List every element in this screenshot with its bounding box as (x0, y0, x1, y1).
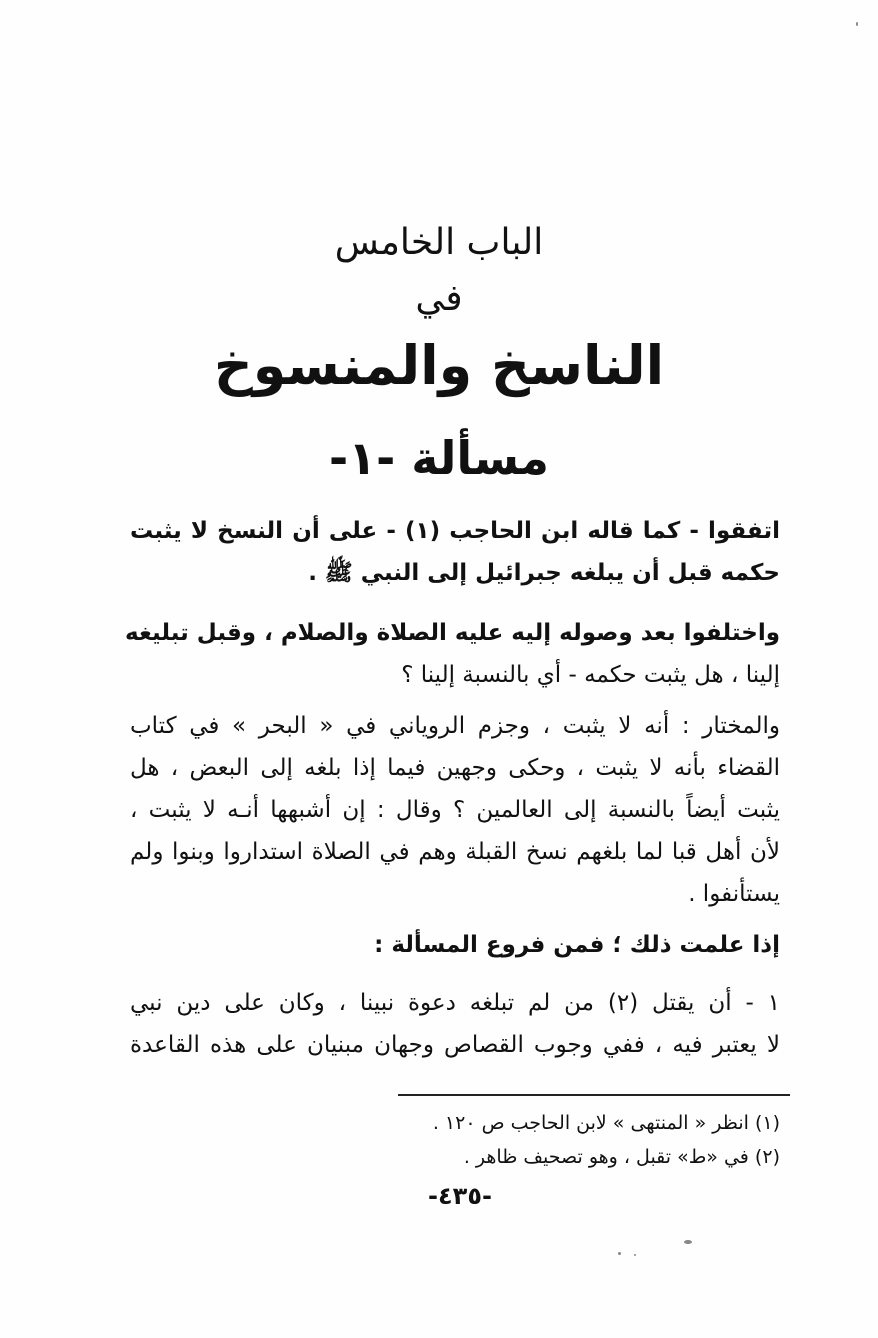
paragraph-line: القضاء بأنه لا يثبت ، وحكى وجهين فيما إذا بلغه إلى البعض ، هل (130, 755, 780, 781)
paragraph-preferred-view (130, 705, 780, 915)
paragraph-line: واختلفوا بعد وصوله إليه عليه الصلاة والصلام ، وقبل تبليغه (125, 620, 780, 646)
issue-heading: مسألة -١- (328, 431, 549, 485)
footnote-divider (398, 1094, 790, 1096)
paragraph-line: إلينا ، هل يثبت حكمه - أي بالنسبة إلينا ؟ (401, 662, 780, 688)
print-speck (618, 1252, 621, 1255)
page-number: -٤٣٥- (428, 1182, 492, 1210)
footnotes (340, 1106, 780, 1174)
paragraph-branch-one (130, 982, 780, 1066)
paragraph-line: والمختار : أنه لا يثبت ، وجزم الروياني في « البحر » في كتاب (130, 713, 780, 739)
chapter-heading: الباب الخامس (334, 222, 544, 263)
paragraph-line: ١ - أن يقتل (٢) من لم تبلغه دعوة نبينا ، وكان على دين نبي (130, 990, 780, 1016)
paragraph-disagreement (125, 612, 780, 696)
paragraph-line: لا يعتبر فيه ، ففي وجوب القصاص وجهان مبنيان على هذه القاعدة (130, 1032, 780, 1058)
paragraph-line: يثبت أيضاً بالنسبة إلى العالمين ؟ وقال : إن أشبهها أنـه لا يثبت ، (130, 797, 780, 823)
chapter-subject: الناسخ والمنسوخ (213, 334, 665, 397)
print-speck (684, 1240, 692, 1244)
paragraph-line: لأن أهل قبا لما بلغهم نسخ القبلة وهم في الصلاة استداروا وبنوا ولم (130, 839, 780, 865)
paragraph-line: حكمه قبل أن يبلغه جبرائيل إلى النبي ﷺ . (308, 560, 780, 586)
paragraph-agreement (130, 510, 780, 594)
paragraph-branches-intro (130, 924, 780, 966)
print-speck (856, 22, 858, 26)
footnote-1: (١) انظر « المنتهى » لابن الحاجب ص ١٢٠ . (432, 1112, 780, 1134)
paragraph-line: اتفقوا - كما قاله ابن الحاجب (١) - على أن النسخ لا يثبت (130, 518, 780, 544)
paragraph-line: إذا علمت ذلك ؛ فمن فروع المسألة : (374, 932, 780, 958)
footnote-2: (٢) في «ط» تقبل ، وهو تصحيف ظاهر . (463, 1146, 780, 1168)
paragraph-line: يستأنفوا . (688, 881, 780, 907)
print-speck (634, 1254, 636, 1256)
chapter-preposition: في (415, 278, 463, 319)
